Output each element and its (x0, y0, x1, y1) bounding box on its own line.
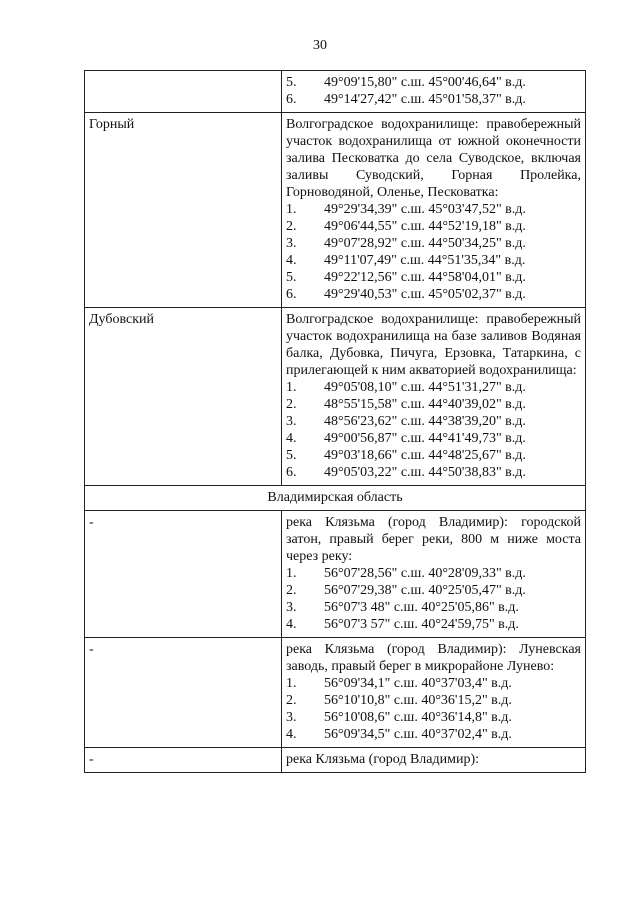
coordinate-number: 3. (286, 600, 297, 615)
coordinate-value: 56°07'28,56" с.ш. 40°28'09,33" в.д. (324, 566, 526, 581)
coordinate-value: 56°09'34,1" с.ш. 40°37'03,4" в.д. (324, 676, 512, 691)
site-name: - (85, 748, 282, 773)
coordinate-item (286, 91, 581, 108)
coordinate-number: 2. (286, 693, 297, 708)
coordinate-item (286, 286, 581, 303)
coordinate-list (286, 379, 581, 481)
coordinate-item (286, 464, 581, 481)
fishing-areas-table (84, 70, 586, 773)
coordinate-number: 2. (286, 583, 297, 598)
coordinate-item (286, 218, 581, 235)
coordinate-item (286, 616, 581, 633)
site-name: Горный (85, 113, 282, 308)
coordinate-value: 48°56'23,62" с.ш. 44°38'39,20" в.д. (324, 414, 526, 429)
site-description: Волгоградское водохранилище: правобережный участок водохранилища от южной оконечности залива Песковатка до села Суводское, включая заливы Суводский, Горная Пролейка, Горноводяной, Оленье, Песковатка: (286, 117, 581, 200)
coordinate-value: 49°03'18,66" с.ш. 44°48'25,67" в.д. (324, 448, 526, 463)
coordinate-item (286, 379, 581, 396)
table-row (85, 113, 586, 308)
table-row (85, 71, 586, 113)
coordinate-value: 49°07'28,92" с.ш. 44°50'34,25" в.д. (324, 236, 526, 251)
coordinate-value: 56°09'34,5" с.ш. 40°37'02,4" в.д. (324, 727, 512, 742)
coordinate-item (286, 396, 581, 413)
site-description-cell (282, 638, 586, 748)
coordinate-value: 49°09'15,80" с.ш. 45°00'46,64" в.д. (324, 75, 526, 90)
coordinate-number: 4. (286, 617, 297, 632)
coordinate-value: 49°05'08,10" с.ш. 44°51'31,27" в.д. (324, 380, 526, 395)
coordinate-number: 3. (286, 414, 297, 429)
site-name: Дубовский (85, 308, 282, 486)
coordinate-number: 2. (286, 397, 297, 412)
coordinate-number: 1. (286, 566, 297, 581)
coordinate-item (286, 726, 581, 743)
site-description-cell (282, 511, 586, 638)
coordinate-item (286, 709, 581, 726)
table-row (85, 308, 586, 486)
coordinate-value: 49°00'56,87" с.ш. 44°41'49,73" в.д. (324, 431, 526, 446)
region-header-row (85, 486, 586, 511)
coordinate-value: 49°14'27,42" с.ш. 45°01'58,37" в.д. (324, 92, 526, 107)
coordinate-number: 2. (286, 219, 297, 234)
coordinate-item (286, 430, 581, 447)
site-description: Волгоградское водохранилище: правобережный участок водохранилища на базе заливов Водяная балка, Дубовка, Пичуга, Ерзовка, Татаркина, с прилегающей к ним акваторией водохранилища: (286, 312, 581, 378)
site-description: река Клязьма (город Владимир): Луневская заводь, правый берег в микрорайоне Лунево: (286, 642, 581, 674)
coordinate-number: 6. (286, 92, 297, 107)
coordinate-number: 3. (286, 236, 297, 251)
coordinate-item (286, 235, 581, 252)
site-name: - (85, 638, 282, 748)
coordinate-number: 1. (286, 380, 297, 395)
coordinate-value: 49°11'07,49" с.ш. 44°51'35,34" в.д. (324, 253, 526, 268)
coordinate-value: 49°05'03,22" с.ш. 44°50'38,83" в.д. (324, 465, 526, 480)
coordinate-number: 5. (286, 75, 297, 90)
coordinate-number: 1. (286, 676, 297, 691)
coordinate-number: 6. (286, 465, 297, 480)
coordinate-item (286, 201, 581, 218)
coordinate-number: 4. (286, 727, 297, 742)
site-description: река Клязьма (город Владимир): городской затон, правый берег реки, 800 м ниже моста через реку: (286, 515, 581, 564)
coordinate-list (286, 201, 581, 303)
coordinate-item (286, 582, 581, 599)
coordinate-item (286, 447, 581, 464)
coordinate-number: 4. (286, 253, 297, 268)
site-name (85, 71, 282, 113)
coordinate-number: 1. (286, 202, 297, 217)
coordinate-item (286, 675, 581, 692)
region-title: Владимирская область (85, 486, 586, 511)
site-description-cell (282, 113, 586, 308)
coordinate-value: 49°06'44,55" с.ш. 44°52'19,18" в.д. (324, 219, 526, 234)
coordinate-number: 5. (286, 270, 297, 285)
coordinate-item (286, 565, 581, 582)
coordinate-list (286, 74, 581, 108)
table-row (85, 511, 586, 638)
site-description: река Клязьма (город Владимир): (286, 752, 480, 767)
table-row (85, 638, 586, 748)
coordinate-number: 3. (286, 710, 297, 725)
coordinate-number: 4. (286, 431, 297, 446)
site-name: - (85, 511, 282, 638)
coordinate-value: 49°22'12,56" с.ш. 44°58'04,01" в.д. (324, 270, 526, 285)
coordinate-list (286, 565, 581, 633)
table-row (85, 748, 586, 773)
coordinate-number: 6. (286, 287, 297, 302)
coordinate-list (286, 675, 581, 743)
coordinate-item (286, 599, 581, 616)
coordinate-item (286, 252, 581, 269)
coordinate-value: 49°29'34,39" с.ш. 45°03'47,52" в.д. (324, 202, 526, 217)
site-description-cell (282, 71, 586, 113)
table-body (85, 71, 586, 773)
coordinate-value: 56°07'29,38" с.ш. 40°25'05,47" в.д. (324, 583, 526, 598)
coordinate-value: 56°07'3 48" с.ш. 40°25'05,86" в.д. (324, 600, 519, 615)
coordinate-item (286, 74, 581, 91)
coordinate-number: 5. (286, 448, 297, 463)
coordinate-value: 56°10'10,8" с.ш. 40°36'15,2" в.д. (324, 693, 512, 708)
site-description-cell (282, 748, 586, 773)
coordinate-value: 56°10'08,6" с.ш. 40°36'14,8" в.д. (324, 710, 512, 725)
coordinate-item (286, 269, 581, 286)
site-description-cell (282, 308, 586, 486)
coordinate-value: 48°55'15,58" с.ш. 44°40'39,02" в.д. (324, 397, 526, 412)
coordinate-value: 49°29'40,53" с.ш. 45°05'02,37" в.д. (324, 287, 526, 302)
page-number: 30 (313, 38, 327, 53)
coordinate-item (286, 692, 581, 709)
coordinate-item (286, 413, 581, 430)
coordinate-value: 56°07'3 57" с.ш. 40°24'59,75" в.д. (324, 617, 519, 632)
